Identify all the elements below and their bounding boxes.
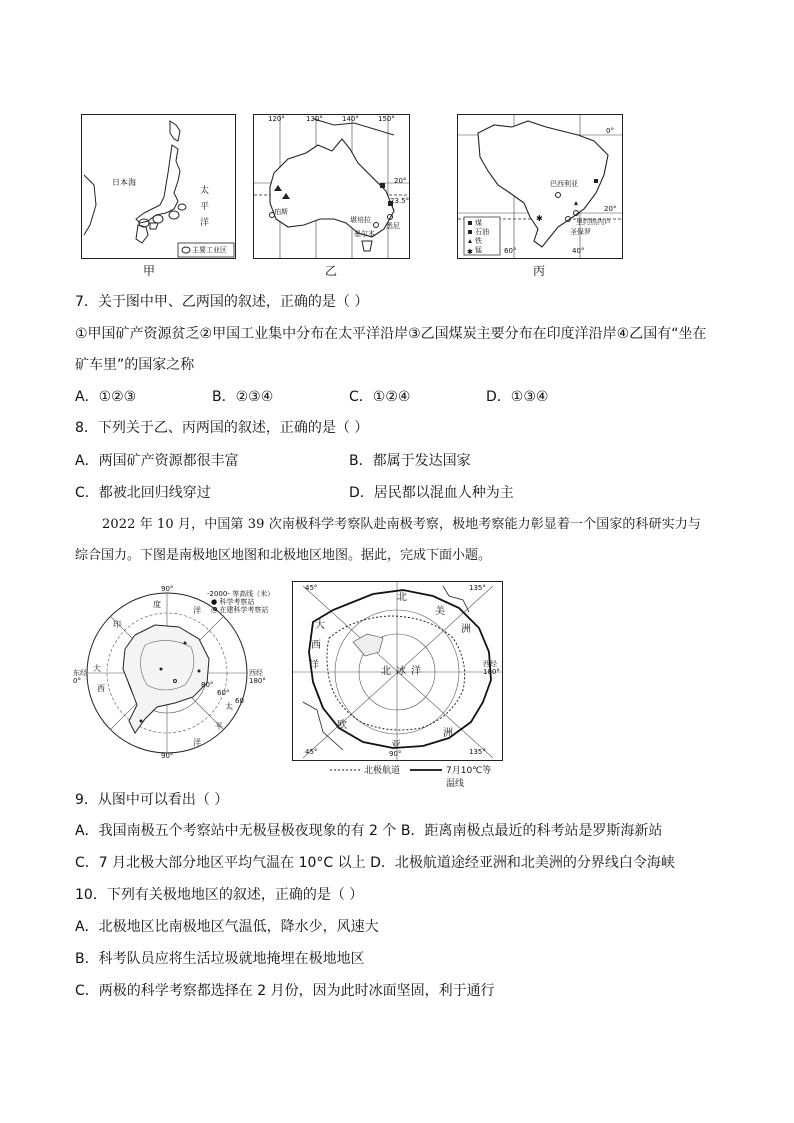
option-a: A．北极地区比南极地区气温低，降水少，风速大: [75, 919, 379, 935]
question-7-statements-cont: 矿车里”的国家之称: [75, 357, 195, 373]
city-label: 悉尼: [386, 222, 400, 230]
latitude-label: 60°: [217, 689, 230, 697]
region-char: 亚: [391, 740, 401, 751]
option-d: D．①③④: [486, 389, 549, 405]
intro-paragraph-cont: 综合国力。下图是南极地区地图和北极地区地图。据此，完成下面小题。: [75, 548, 492, 563]
legend-isotherm-label: 7月10℃等温线: [446, 766, 492, 789]
option-a: A．两国矿产资源都很丰富: [75, 453, 239, 469]
option-c: C．①②④: [349, 389, 411, 405]
map-caption-yi: 乙: [325, 264, 338, 278]
degree-label: 45°: [305, 584, 318, 592]
region-char: 洲: [443, 728, 453, 739]
lon-tick: 150°: [378, 115, 395, 123]
legend-label: 铁: [475, 237, 482, 245]
region-char: 洋: [309, 660, 319, 671]
lat-tick: 0°: [606, 127, 614, 135]
degree-label: 135°: [469, 748, 486, 756]
option-b: B．都属于发达国家: [349, 453, 471, 469]
map-brazil: [457, 114, 623, 259]
degree-label: 135°: [469, 584, 486, 592]
svg-text:✱: ✱: [536, 214, 543, 223]
degree-label: 45°: [305, 748, 318, 756]
latitude-label: 80°: [201, 681, 214, 689]
place-label: 里约热内卢: [576, 218, 611, 226]
svg-text:✱: ✱: [467, 248, 473, 256]
lon-tick: 40°: [572, 247, 585, 255]
city-label: 珀斯: [274, 208, 288, 216]
ocean-char: 洋: [193, 738, 201, 747]
map-caption-jia: 甲: [143, 264, 156, 278]
legend-route-label: 北极航道: [364, 766, 401, 776]
lon-tick: 120°: [268, 115, 285, 123]
ocean-char: 太: [225, 702, 233, 711]
ocean-char: 洋: [411, 666, 421, 677]
lon-tick: 140°: [342, 115, 359, 123]
region-char: 欧: [337, 720, 347, 731]
lon-tick: 130°: [306, 115, 323, 123]
ocean-char: 大: [93, 664, 101, 673]
map-japan: [81, 114, 236, 259]
ocean-char: 洋: [193, 606, 201, 615]
map-australia: [253, 114, 410, 259]
ocean-char: 平: [215, 722, 223, 731]
legend-label: -2000- 等高线（米）: [207, 590, 275, 598]
degree-label: 90°: [389, 750, 402, 758]
region-char: 洲: [461, 624, 471, 635]
question-9-stem: 9．从图中可以看出（ ）: [75, 792, 229, 808]
option-d: D．居民都以混血人种为主: [349, 485, 514, 501]
meridian-label: 90°: [161, 585, 174, 593]
option-b: B．②③④: [212, 389, 274, 405]
region-char: 大: [315, 620, 325, 631]
sea-label: 日本海: [112, 178, 136, 187]
latitude-label: 60: [235, 697, 244, 705]
question-7-statements: ①甲国矿产资源贫乏②甲国工业集中分布在太平洋沿岸③乙国煤炭主要分布在印度洋沿岸④乙国有“坐在: [75, 326, 707, 342]
legend-label: 煤: [475, 219, 482, 227]
question-8-stem: 8．下列关于乙、丙两国的叙述，正确的是（ ）: [75, 420, 369, 436]
city-label: 墨尔本: [354, 230, 375, 238]
question-9-line-cd: C．7 月北极大部分地区平均气温在 10°C 以上 D．北极航道途经亚洲和北美洲的分界线白令海峡: [75, 855, 675, 871]
option-c: C．都被北回归线穿过: [75, 485, 211, 501]
degree-label: 西经 180°: [483, 660, 500, 676]
question-10-stem: 10．下列有关极地地区的叙述，正确的是（ ）: [75, 887, 364, 903]
ocean-char: 印: [113, 620, 121, 629]
meridian-label: 西经 180°: [249, 669, 266, 685]
arctic-legend: [330, 763, 500, 789]
intro-paragraph: 2022 年 10 月，中国第 39 次南极科学考察队赴南极考察，极地考察能力彰显着一个国家的科研实力与: [102, 517, 702, 532]
ocean-char: 冰: [396, 666, 406, 677]
map-arctic: [292, 581, 503, 761]
map-caption-bing: 丙: [533, 264, 546, 278]
ocean-char: 度: [153, 600, 161, 609]
ocean-char: 北: [381, 666, 391, 677]
place-label: 巴西利亚: [550, 180, 578, 188]
legend-label: 主要工业区: [192, 246, 227, 254]
lat-tick: 23.5°: [390, 197, 410, 205]
place-label: 圣保罗: [570, 228, 591, 236]
city-label: 堪培拉: [350, 216, 371, 224]
option-a: A．①②③: [75, 389, 137, 405]
region-char: 北: [397, 592, 407, 603]
lat-tick: 20°: [604, 205, 617, 213]
ocean-label: 洋: [200, 218, 210, 228]
question-9-line-ab: A．我国南极五个考察站中无极昼极夜现象的有 2 个 B．距离南极点最近的科考站是罗斯海新站: [75, 823, 663, 839]
map-antarctica: [75, 585, 285, 760]
ocean-char: 西: [97, 684, 105, 693]
region-char: 西: [311, 640, 321, 651]
lon-tick: 60°: [504, 247, 517, 255]
legend-label: ● 科学考察站: [211, 598, 255, 606]
legend-label: 锰: [475, 246, 482, 254]
meridian-label: 东经 0°: [73, 669, 87, 685]
lat-tick: 20°: [394, 177, 407, 185]
legend-label: ○ 在建科学考察站: [211, 606, 269, 614]
question-7-stem: 7．关于图中甲、乙两国的叙述，正确的是（ ）: [75, 294, 369, 310]
meridian-label: 90°: [161, 752, 174, 760]
option-b: B．科考队员应将生活垃圾就地掩埋在极地地区: [75, 951, 365, 967]
ocean-label: 平: [200, 202, 210, 212]
option-c: C．两极的科学考察都选择在 2 月份，因为此时冰面坚固，利于通行: [75, 983, 495, 999]
ocean-label: 太: [200, 186, 210, 196]
legend-label: 石油: [475, 228, 489, 236]
region-char: 美: [435, 606, 445, 617]
